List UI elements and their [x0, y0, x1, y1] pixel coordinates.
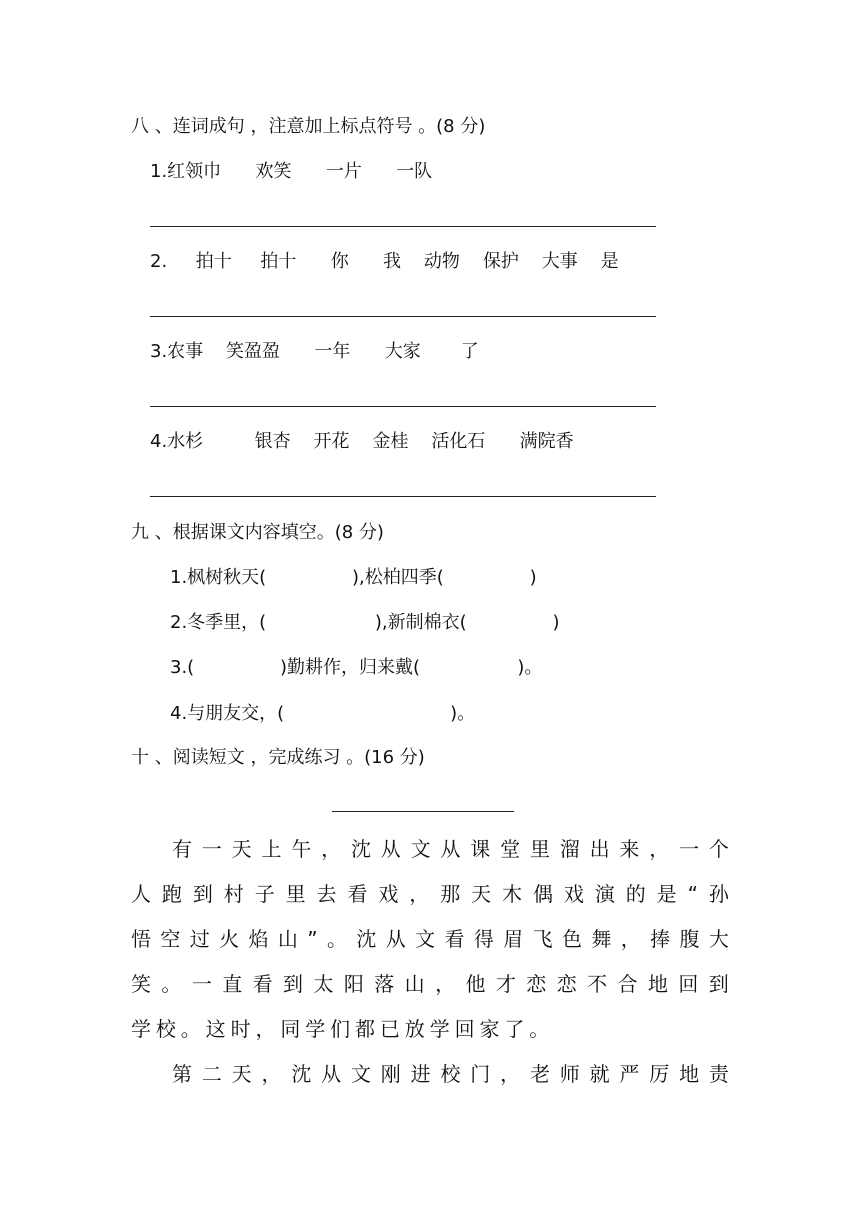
passage-line: 学 校 。 这 时 ， 同 学 们 都 已 放 学 回 家 了 。	[131, 1017, 550, 1041]
sentence-item-2: 2. 拍十 拍十 你 我 动物 保护 大事 是	[150, 251, 619, 272]
passage-line: 有 一 天 上 午 ， 沈 从 文 从 课 堂 里 溜 出 来 ， 一 个	[172, 837, 729, 861]
section-10-heading: 十 、阅读短文 ，完成练习 。(16 分)	[131, 747, 425, 768]
sentence-item-3: 3.农事 笑盈盈 一年 大家 了	[150, 341, 479, 362]
fill-blank-item-1: 1.枫树秋天( ),松柏四季( )	[170, 567, 537, 588]
passage-line: 悟 空 过 火 焰 山 ” 。 沈 从 文 看 得 眉 飞 色 舞 ， 捧 腹 大	[131, 927, 729, 951]
passage-line: 第 二 天 ， 沈 从 文 刚 进 校 门 ， 老 师 就 严 厉 地 责	[172, 1062, 729, 1086]
answer-line-3[interactable]	[150, 406, 656, 407]
section-9-heading: 九 、根据课文内容填空。(8 分)	[131, 522, 384, 543]
passage-line: 笑 。 一 直 看 到 太 阳 落 山 ， 他 才 恋 恋 不 合 地 回 到	[131, 972, 729, 996]
sentence-item-4: 4.水杉 银杏 开花 金桂 活化石 满院香	[150, 431, 574, 452]
sentence-item-1: 1.红领巾 欢笑 一片 一队	[150, 161, 433, 182]
answer-line-4[interactable]	[150, 496, 656, 497]
fill-blank-item-2: 2.冬季里，( ),新制棉衣( )	[170, 612, 560, 633]
passage-title-blank[interactable]	[332, 811, 514, 812]
fill-blank-item-4: 4.与朋友交，( )。	[170, 703, 476, 724]
section-8-heading: 八 、连词成句 ，注意加上标点符号 。(8 分)	[131, 116, 486, 137]
answer-line-2[interactable]	[150, 316, 656, 317]
fill-blank-item-3: 3.( )勤耕作，归来戴( )。	[170, 657, 543, 678]
passage-line: 人 跑 到 村 子 里 去 看 戏 ， 那 天 木 偶 戏 演 的 是 “ 孙	[131, 882, 729, 906]
answer-line-1[interactable]	[150, 226, 656, 227]
